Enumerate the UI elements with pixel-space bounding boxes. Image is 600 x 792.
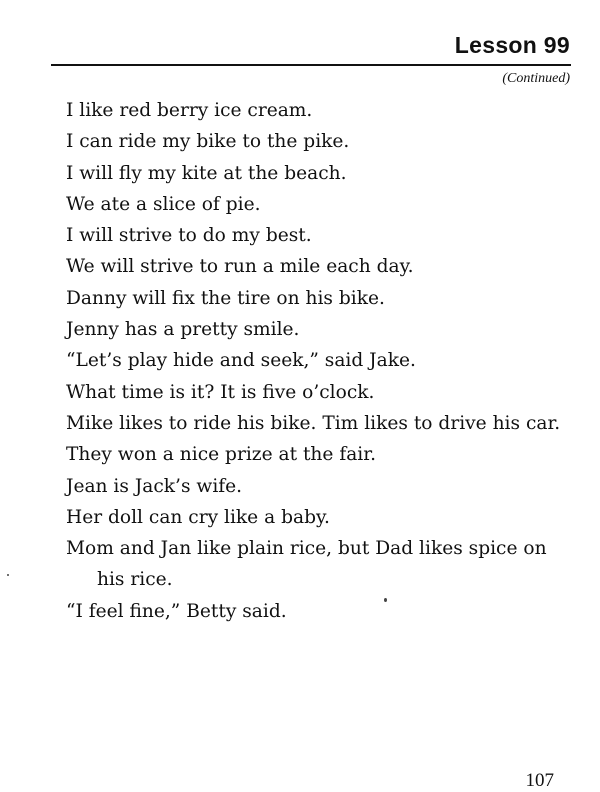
print-speck [384,598,387,602]
page-number: 107 [525,770,554,791]
header-rule [51,64,571,66]
sentence-8: Jenny has a pretty smile. [66,319,300,341]
sentence-1: I like red berry ice cream. [66,100,313,121]
sentence-13: Jean is Jack’s wife. [66,475,243,497]
sentence-9: “Let’s play hide and seek,” said Jake. [66,350,416,372]
continued-label: (Continued) [502,71,570,86]
sentence-4: We ate a slice of pie. [66,193,261,215]
sentence-14: Her doll can cry like a baby. [66,506,330,528]
sentence-10: What time is it? It is five o’clock. [66,381,375,403]
sentence-7: Danny will fix the tire on his bike. [66,287,385,309]
sentence-list [66,95,566,627]
sentence-3: I will fly my kite at the beach. [66,162,347,184]
sentence-6: We will strive to run a mile each day. [66,256,414,278]
sentence-2: I can ride my bike to the pike. [66,131,350,153]
lesson-title: Lesson 99 [454,32,570,58]
sentence-11: Mike likes to ride his bike. Tim likes to drive his car. [66,412,561,434]
print-speck [7,574,9,576]
sentence-16: “I feel fine,” Betty said. [66,600,287,622]
sentence-5: I will strive to do my best. [66,225,312,247]
sentence-15: Mom and Jan like plain rice, but Dad likes spice on his rice. [66,538,547,591]
sentence-12: They won a nice prize at the fair. [66,444,376,466]
